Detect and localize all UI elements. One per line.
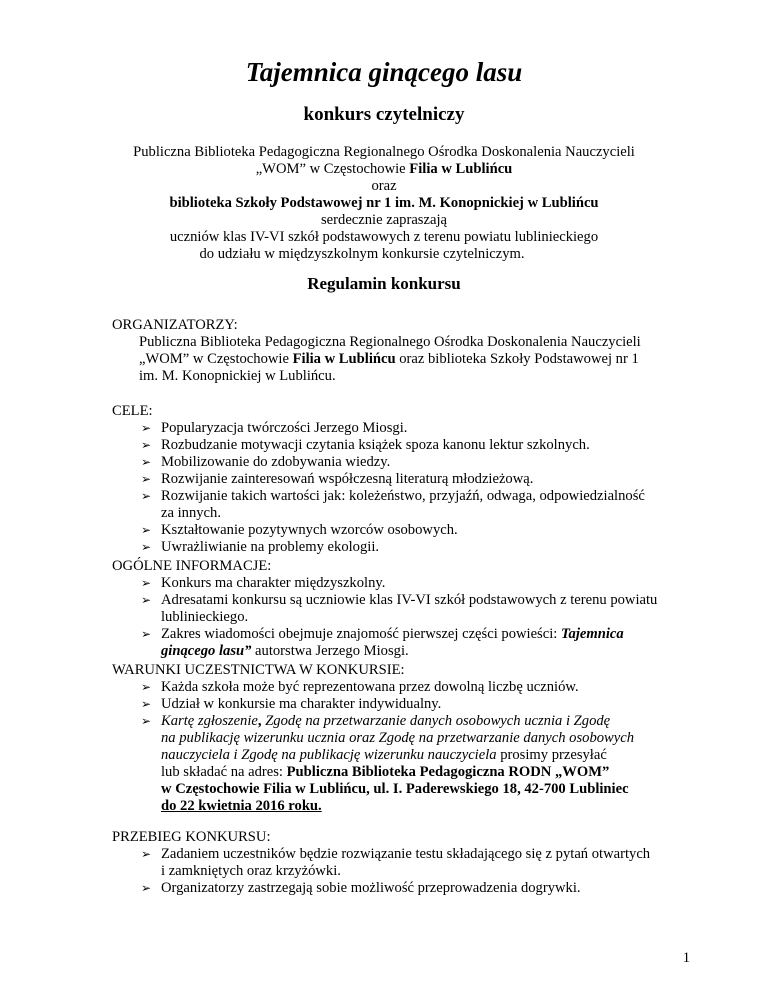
section-goals [112,403,692,556]
section-heading: OGÓLNE INFORMACJE: [112,558,272,574]
list-item: ➢ Mobilizowanie do zdobywania wiedzy. [141,454,391,470]
section-heading: CELE: [112,403,153,419]
list-item: ➢ Organizatorzy zastrzegają sobie możliwość przeprowadzenia dogrywki. [141,880,581,896]
arrow-bullet-icon: ➢ [141,714,152,728]
intro-block [0,144,768,263]
list-item: ➢ Konkurs ma charakter międzyszkolny. [141,575,386,591]
arrow-bullet-icon: ➢ [141,697,152,711]
document-subtitle: konkurs czytelniczy [303,104,465,125]
arrow-bullet-icon: ➢ [141,881,152,895]
list-item: ➢ Udział w konkursie ma charakter indywidualny. [141,696,442,712]
arrow-bullet-icon: ➢ [141,421,152,435]
arrow-bullet-icon: ➢ [141,847,152,861]
section-heading: ORGANIZATORZY: [112,317,238,333]
document-title: Tajemnica ginącego lasu [245,57,523,87]
list-item: ➢ Zadaniem uczestników będzie rozwiązanie testu składającego się z pytań otwartych i zamkniętych oraz krzyżówki. [141,846,651,879]
organizers-text: Publiczna Biblioteka Pedagogiczna Regionalnego Ośrodka Doskonalenia Nauczycieli „WOM” w Częstochowie Filia w Lublińcu oraz biblioteka Szkoły Podstawowej nr 1 im. M. Konopnickiej w Lublińcu. [139,334,641,384]
intro-line: „WOM” w Częstochowie Filia w Lublińcu [255,161,513,177]
section-heading: PRZEBIEG KONKURSU: [112,829,271,845]
list-item: ➢ Kartę zgłoszenie, Zgodę na przetwarzanie danych osobowych ucznia i Zgodę na publikację wizerunku ucznia oraz Zgodę na przetwarzanie danych osobowych nauczyciela i Zgodę na publikację wizerunku nauczyciela prosimy przesyłać lub składać na adres: Publiczna Biblioteka Pedagogiczna RODN „WOM” w Częstochowie Filia w Lublińcu, ul. I. Paderewskiego 18, 42-700 Lubliniec do 22 kwietnia 2016 roku. [141,713,635,814]
page-number: 1 [682,950,690,966]
intro-line: oraz [371,178,397,194]
list-item: ➢ Zakres wiadomości obejmuje znajomość pierwszej części powieści: Tajemnica ginącego lasu” autorstwa Jerzego Miosgi. [141,626,624,659]
intro-line: biblioteka Szkoły Podstawowej nr 1 im. M. Konopnickiej w Lublińcu [169,195,599,211]
rules-heading: Regulamin konkursu [307,274,461,293]
section-organizers [112,317,692,385]
list-item: ➢ Kształtowanie pozytywnych wzorców osobowych. [141,522,458,538]
list-item: ➢ Rozwijanie takich wartości jak: koleżeństwo, przyjaźń, odwaga, odpowiedzialność za innych. [141,488,645,521]
intro-line: uczniów klas IV-VI szkół podstawowych z terenu powiatu lublinieckiego [169,229,599,245]
section-participation [112,662,692,815]
arrow-bullet-icon: ➢ [141,680,152,694]
arrow-bullet-icon: ➢ [141,576,152,590]
list-item: ➢ Adresatami konkursu są uczniowie klas IV-VI szkół podstawowych z terenu powiatu lublinieckiego. [141,592,658,625]
list-item: ➢ Każda szkoła może być reprezentowana przez dowolną liczbę uczniów. [141,679,579,695]
list-item: ➢ Uwrażliwianie na problemy ekologii. [141,539,380,555]
arrow-bullet-icon: ➢ [141,627,152,641]
arrow-bullet-icon: ➢ [141,540,152,554]
arrow-bullet-icon: ➢ [141,593,152,607]
arrow-bullet-icon: ➢ [141,523,152,537]
arrow-bullet-icon: ➢ [141,489,152,503]
section-heading: WARUNKI UCZESTNICTWA W KONKURSIE: [112,662,405,678]
intro-line: serdecznie zapraszają [321,212,447,228]
section-course [112,829,692,897]
arrow-bullet-icon: ➢ [141,438,152,452]
intro-line: do udziału w międzyszkolnym konkursie czytelniczym. [199,246,525,262]
list-item: ➢ Rozwijanie zainteresowań współczesną literaturą młodzieżową. [141,471,534,487]
intro-line: Publiczna Biblioteka Pedagogiczna Regionalnego Ośrodka Doskonalenia Nauczycieli [133,144,635,160]
section-general-info [112,558,692,660]
arrow-bullet-icon: ➢ [141,472,152,486]
list-item: ➢ Popularyzacja twórczości Jerzego Miosgi. [141,420,408,436]
arrow-bullet-icon: ➢ [141,455,152,469]
list-item: ➢ Rozbudzanie motywacji czytania książek spoza kanonu lektur szkolnych. [141,437,590,453]
